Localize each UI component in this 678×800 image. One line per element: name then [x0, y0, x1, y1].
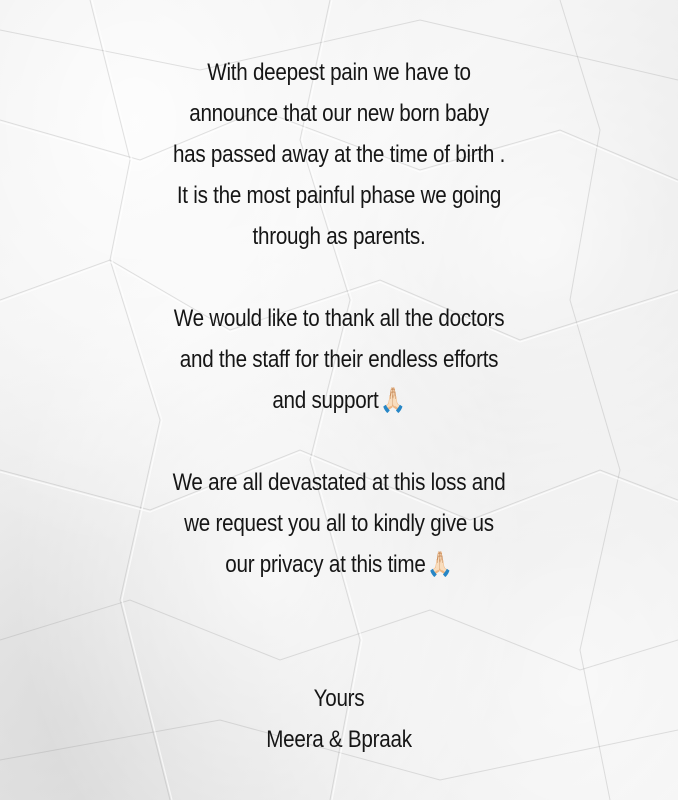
message-line: We would like to thank all the doctors — [173, 305, 505, 332]
signature-block — [47, 678, 630, 760]
folded-hands-icon: 🙏🏻 — [427, 550, 453, 578]
message-line: It is the most painful phase we going — [176, 182, 502, 209]
message-line: has passed away at the time of birth . — [172, 141, 506, 168]
message-line — [47, 380, 630, 421]
message-line — [47, 544, 630, 585]
folded-hands-icon: 🙏🏻 — [380, 386, 406, 414]
message-line: With deepest pain we have to — [207, 59, 471, 86]
message-line: through as parents. — [252, 223, 426, 250]
message-line: announce that our new born baby — [189, 100, 489, 127]
signature-names: Meera & Bpraak — [266, 726, 412, 753]
message-line: we request you all to kindly give us — [184, 510, 494, 537]
signature-closing: Yours — [313, 685, 365, 712]
announcement-message — [47, 52, 630, 585]
message-line: and the staff for their endless efforts — [179, 346, 499, 373]
message-text: and support — [272, 387, 379, 414]
message-line: We are all devastated at this loss and — [172, 469, 506, 496]
message-text: our privacy at this time — [225, 551, 426, 578]
paragraph-gap — [47, 421, 630, 462]
paragraph-gap — [47, 257, 630, 298]
